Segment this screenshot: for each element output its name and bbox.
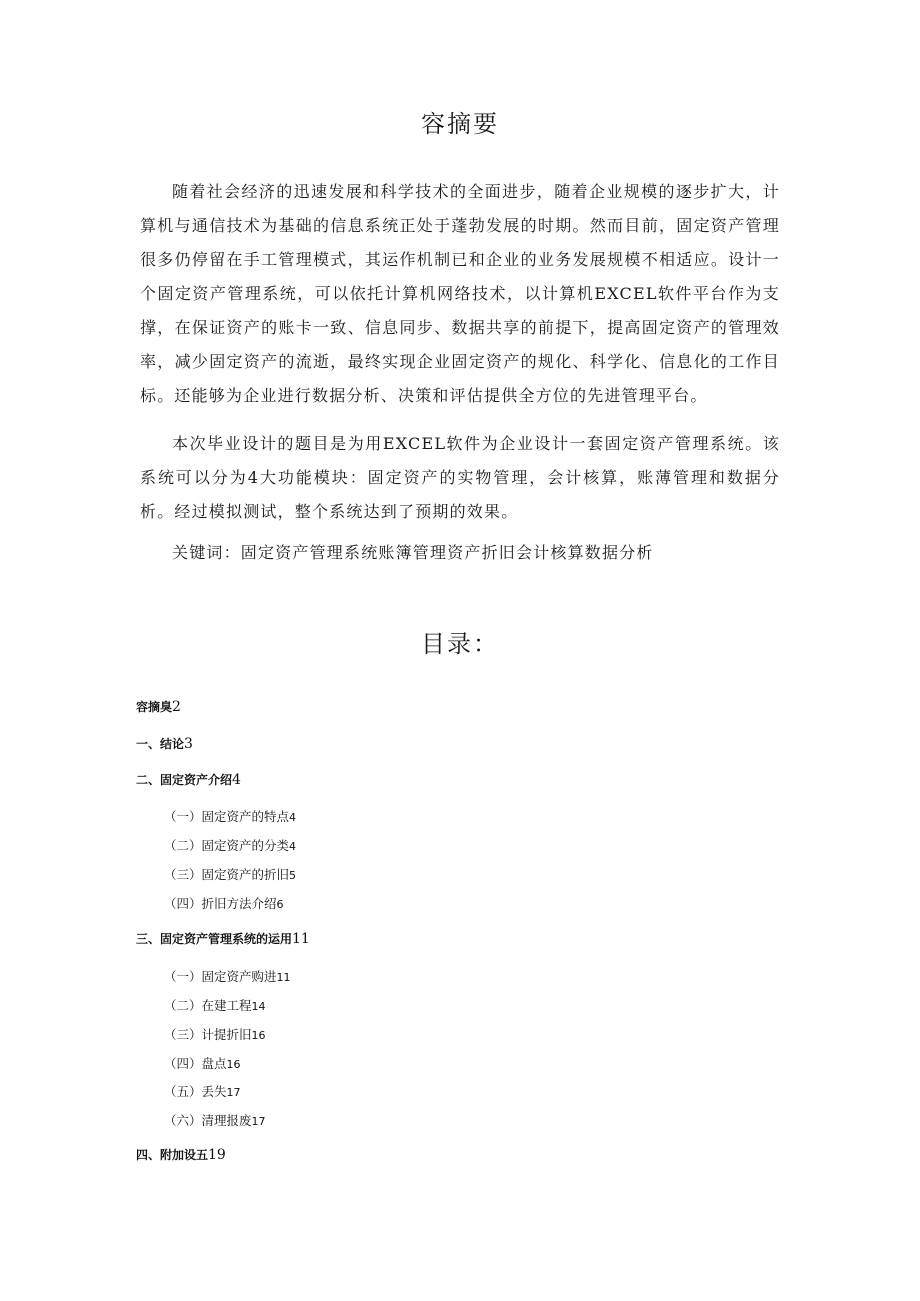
toc-entry-label: （四）盘点: [164, 1056, 227, 1071]
toc-entry-page: 3: [184, 736, 193, 752]
abstract-title: 容摘要: [421, 110, 499, 138]
toc-entry[interactable]: [164, 865, 296, 883]
toc-entry-page: 11: [292, 931, 310, 947]
toc-entry-page: 2: [172, 699, 181, 715]
toc-entry-label: 一、结论: [136, 737, 185, 751]
toc-entry[interactable]: [164, 1025, 266, 1043]
toc-entry-page: 4: [289, 811, 297, 824]
toc-entry-label: 三、固定资产管理系统的运用: [136, 932, 293, 946]
toc-entry-page: 4: [232, 772, 241, 788]
keywords-line: 关键词：固定资产管理系统账簿管理资产折旧会计核算数据分析: [172, 543, 654, 562]
toc-entry[interactable]: [164, 807, 296, 825]
toc-entry-page: 11: [276, 971, 291, 984]
toc-entry[interactable]: [136, 1146, 226, 1163]
toc-entry[interactable]: [164, 836, 296, 854]
toc-entry[interactable]: [164, 967, 291, 985]
toc-entry-label: （六）清理报废: [164, 1113, 252, 1128]
toc-entry-page: 5: [289, 869, 297, 882]
toc-entry[interactable]: [164, 894, 284, 912]
toc-entry-label: （二）固定资产的分类: [164, 838, 290, 853]
abstract-paragraph-1: 随着社会经济的迅速发展和科学技术的全面进步，随着企业规模的逐步扩大，计算机与通信技术为基础的信息系统正处于蓬勃发展的时期。然而目前，固定资产管理很多仍停留在手工管理模式，其运作机制已和企业的业务发展规模不相适应。设计一个固定资产管理系统，可以依托计算机网络技术，以计算机EXCEL软件平台作为支撑，在保证资产的账卡一致、信息同步、数据共享的前提下，提高固定资产的管理效率，减少固定资产的流逝，最终实现企业固定资产的规化、科学化、信息化的工作目标。还能够为企业进行数据分析、决策和评估提供全方位的先进管理平台。: [140, 182, 780, 405]
toc-entry-label: 容摘臭: [136, 700, 173, 714]
toc-entry[interactable]: [136, 698, 181, 715]
toc-entry[interactable]: [164, 996, 266, 1014]
toc-entry[interactable]: [164, 1054, 241, 1072]
toc-entry-label: 二、固定资产介绍: [136, 773, 233, 787]
toc-entry-label: （四）折旧方法介绍: [164, 896, 277, 911]
toc-entry[interactable]: [164, 1082, 241, 1100]
toc-entry-page: 17: [251, 1115, 266, 1128]
toc-entry-label: （二）在建工程: [164, 998, 252, 1013]
toc-entry[interactable]: [136, 930, 310, 947]
toc-entry-page: 4: [289, 840, 297, 853]
toc-entry-page: 19: [208, 1147, 226, 1163]
toc-title: 目录：: [421, 630, 499, 658]
toc-entry-page: 16: [251, 1029, 266, 1042]
toc-entry-page: 17: [226, 1086, 241, 1099]
toc-entry-label: （五）丢失: [164, 1084, 227, 1099]
toc-entry-page: 16: [226, 1058, 241, 1071]
toc-entry[interactable]: [136, 771, 241, 788]
toc-entry-label: （三）固定资产的折旧: [164, 867, 290, 882]
abstract-paragraph-2: 本次毕业设计的题目是为用EXCEL软件为企业设计一套固定资产管理系统。该系统可以分为4大功能模块：固定资产的实物管理，会计核算，账薄管理和数据分析。经过模拟测试，整个系统达到了预期的效果。: [140, 434, 780, 521]
toc-entry-label: （一）固定资产的特点: [164, 809, 290, 824]
toc-entry-label: （三）计提折旧: [164, 1027, 252, 1042]
toc-entry[interactable]: [164, 1111, 266, 1129]
toc-entry[interactable]: [136, 735, 193, 752]
toc-entry-page: 6: [276, 898, 284, 911]
toc-entry-label: 四、附加设五: [136, 1148, 209, 1162]
toc-entry-label: （一）固定资产购进: [164, 969, 277, 984]
toc-entry-page: 14: [251, 1000, 266, 1013]
